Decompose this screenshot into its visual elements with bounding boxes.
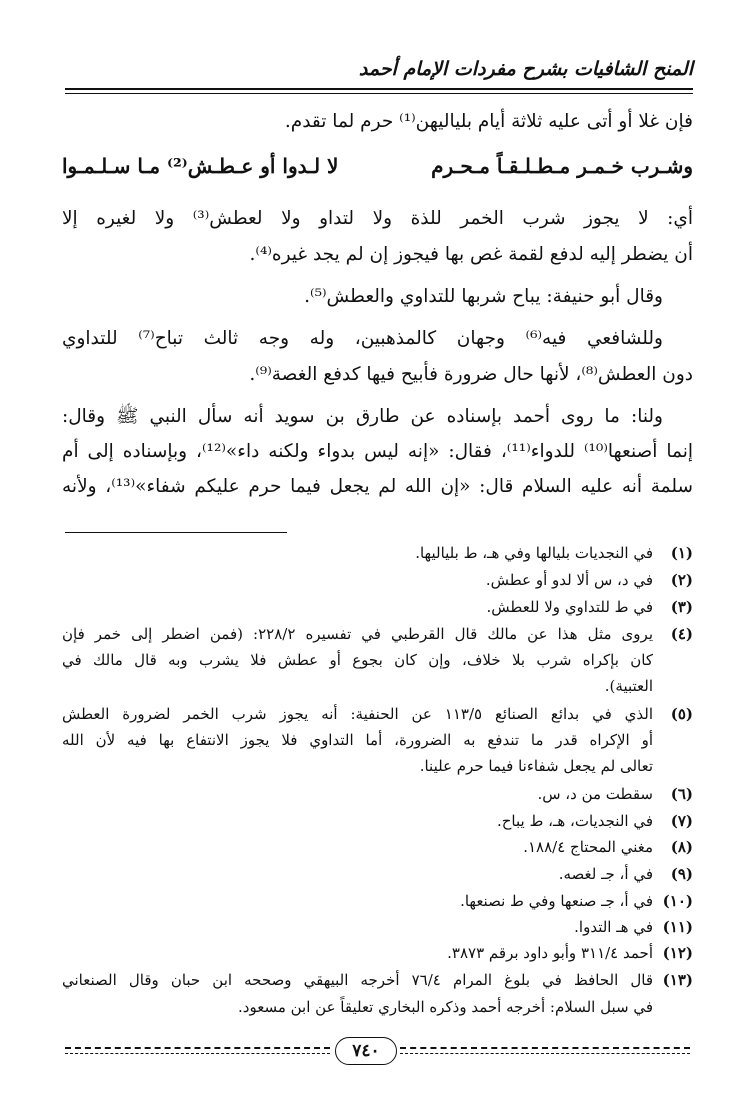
footer-dashed-rule-right [400, 1047, 690, 1049]
footnote-text: في أ، جـ صنعها وفي ط نصنعها. [460, 892, 653, 910]
footnote-number: (٩) [670, 865, 693, 883]
footnote-text: في أ، جـ لغصه. [558, 865, 653, 883]
footer-dashed-rule-left [65, 1047, 330, 1049]
body-line: ولنا: ما روى أحمد بإسناده عن طارق بن سويد أنه سأل النبي ﷺ وقال: [62, 406, 663, 427]
footnote-number: (٧) [670, 812, 693, 830]
footnote-separator [65, 532, 287, 533]
running-header-title: المنح الشافيات بشرح مفردات الإمام أحمد [358, 58, 693, 80]
footnote-number: (١٠) [662, 892, 693, 910]
footnote-continuation: العتبية). [604, 677, 653, 695]
footnote-text: في النجديات بليالها وفي هـ، ط بلياليها. [415, 544, 653, 562]
footer-dashed-rule-right-thin [400, 1053, 690, 1054]
footnote-number: (١٢) [662, 944, 693, 962]
footnote-number: (٤) [670, 625, 693, 643]
header-rule [65, 88, 693, 90]
footnote-number: (٨) [670, 838, 693, 856]
footnote-text: قال الحافظ في بلوغ المرام ٧٦/٤ أخرجه البيهقي وصححه ابن حبان وقال الصنعاني [62, 971, 653, 989]
footnote-number: (٣) [670, 598, 693, 616]
footnote-text: يروى مثل هذا عن مالك قال القرطبي في تفسيره ٢٢٨/٢: (فمن اضطر إلى خمر فإن [62, 625, 653, 643]
body-line: وقال أبو حنيفة: يباح شربها للتداوي والعطش⁽⁵⁾. [304, 286, 663, 307]
footnote-number: (١) [670, 544, 693, 562]
footnote-number: (١٣) [662, 971, 693, 989]
body-line: إنما أصنعها⁽¹⁰⁾ للدواء⁽¹¹⁾، فقال: «إنه ليس بدواء ولكنه داء»⁽¹²⁾، وبإسناده إلى أم [62, 441, 693, 462]
body-line: فإن غلا أو أتى عليه ثلاثة أيام بلياليهن⁽¹⁾ حرم لما تقدم. [284, 111, 693, 132]
footnote-text: في د، س ألا لدو أو عطش. [485, 571, 653, 589]
body-line: أن يضطر إليه لدفع لقمة غص بها فيجوز إن لم يجد غيره⁽⁴⁾. [249, 244, 693, 265]
footnote-continuation: في سبل السلام: أخرجه أحمد وذكره البخاري تعليقاً عن ابن مسعود. [238, 998, 653, 1016]
footnote-continuation: أو الإكراه قدر ما تندفع به الضرورة، أما التداوي فلا يجوز الانتفاع بها فيه لأن الله [62, 731, 653, 749]
verse-second-hemistich: لا لـدوا أو عـطـش⁽²⁾ مـا سـلـمـوا [62, 154, 339, 178]
footnote-number: (٦) [670, 785, 693, 803]
header-rule-thin [65, 93, 693, 94]
footnote-text: في ط للتداوي ولا للعطش. [486, 598, 653, 616]
footnote-continuation: كان بإكراه شرب بلا خلاف، وإن كان بجوع أو عطش فلا يشرب وبه قال مالك في [62, 651, 653, 669]
footnote-continuation: تعالى لم يجعل شفاءنا فيما حرم علينا. [419, 757, 653, 775]
footnote-number: (١١) [662, 918, 693, 936]
verse-first-hemistich: وشـرب خـمـر مـطـلـقـاً مـحـرم [431, 154, 693, 178]
footnote-text: في هـ التدوا. [574, 918, 653, 936]
footnote-text: في النجديات، هـ، ط يباح. [496, 812, 653, 830]
footnote-text: أحمد ٣١١/٤ وأبو داود برقم ٣٨٧٣. [447, 944, 653, 962]
body-line: وللشافعي فيه⁽⁶⁾ وجهان كالمذهبين، وله وجه ثالث تباح⁽⁷⁾ للتداوي [62, 328, 663, 349]
footnote-number: (٢) [670, 571, 693, 589]
footnote-text: مغني المحتاج ١٨٨/٤. [523, 838, 653, 856]
footnote-text: سقطت من د، س. [537, 785, 653, 803]
footnote-number: (٥) [670, 705, 693, 723]
body-line: دون العطش⁽⁸⁾، لأنها حال ضرورة فأبيح فيها كدفع الغصة⁽⁹⁾. [249, 364, 693, 385]
page-number: ٧٤٠ [335, 1037, 397, 1065]
footnote-text: الذي في بدائع الصنائع ١١٣/٥ عن الحنفية: أنه يجوز شرب الخمر لضرورة العطش [62, 705, 653, 723]
body-line: سلمة أنه عليه السلام قال: «إن الله لم يجعل فيما حرم عليكم شفاء»⁽¹³⁾، ولأنه [62, 476, 693, 497]
body-line: أي: لا يجوز شرب الخمر للذة ولا لتداو ولا لعطش⁽³⁾ ولا لغيره إلا [62, 208, 693, 229]
footer-dashed-rule-left-thin [65, 1053, 330, 1054]
